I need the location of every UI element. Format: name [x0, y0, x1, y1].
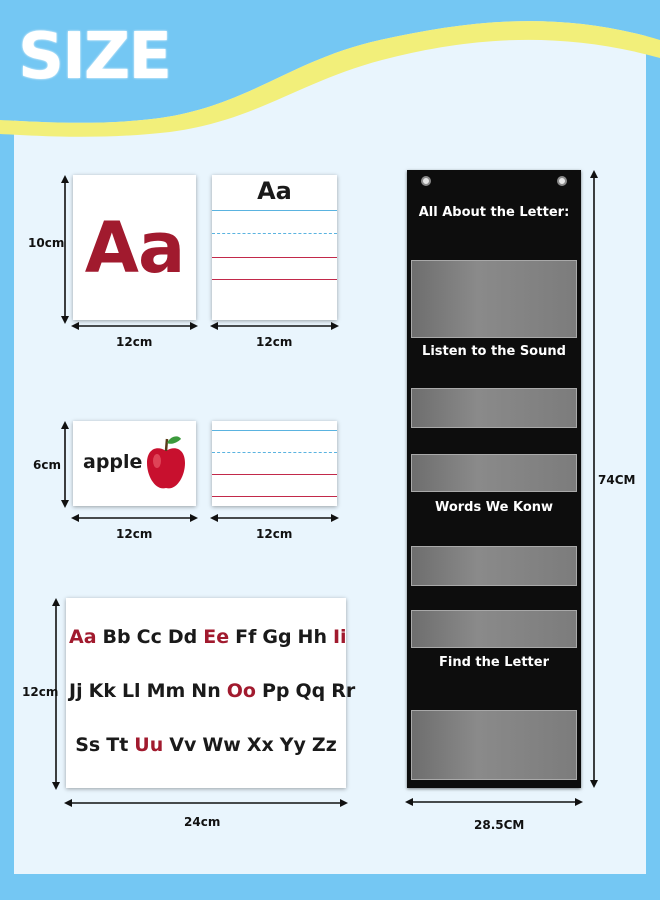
- letter-pair: Rr: [331, 680, 356, 702]
- letter-pair: Pp: [261, 680, 290, 702]
- chart-label-find: Find the Letter: [439, 655, 549, 670]
- letter-pair: Ee: [203, 626, 230, 648]
- letter-pair: Ll: [121, 680, 141, 702]
- letter-pair: Ff: [235, 626, 257, 648]
- chart-label-title: All About the Letter:: [418, 205, 570, 220]
- letter-pair: Ii: [332, 626, 347, 648]
- pocket-chart-width-label: 28.5CM: [474, 818, 525, 832]
- letter-pair: Ww: [202, 734, 241, 756]
- alphabet-card-height-label: 12cm: [22, 685, 59, 699]
- letter-pair: Vv: [169, 734, 197, 756]
- letter-card-text: Aa: [84, 206, 185, 289]
- pocket-chart-height-label: 74CM: [598, 473, 636, 487]
- letter-pair: Jj: [69, 680, 83, 702]
- chart-label-words: Words We Konw: [434, 500, 554, 515]
- alphabet-card-width-label: 24cm: [184, 815, 221, 829]
- letter-pair: Bb: [102, 626, 131, 648]
- letter-pair: Qq: [295, 680, 326, 702]
- word-card-height-label: 6cm: [33, 458, 61, 472]
- writing-strip-width-label: 12cm: [256, 527, 293, 541]
- writing-card-text: Aa: [257, 177, 292, 205]
- word-card-text: apple: [83, 451, 143, 473]
- letter-pair: Ss: [75, 734, 101, 756]
- word-card-width-label: 12cm: [116, 527, 153, 541]
- letter-pair: Hh: [297, 626, 327, 648]
- letter-pair: Mm: [146, 680, 186, 702]
- letter-pair: Kk: [88, 680, 116, 702]
- writing-card-width-label: 12cm: [256, 335, 293, 349]
- letter-pair: Yy: [279, 734, 306, 756]
- letter-pair: Aa: [69, 626, 97, 648]
- letter-card-width-label: 12cm: [116, 335, 153, 349]
- letter-card-height-label: 10cm: [28, 236, 65, 250]
- letter-pair: Xx: [246, 734, 274, 756]
- letter-pair: Tt: [106, 734, 129, 756]
- letter-pair: Uu: [134, 734, 164, 756]
- letter-pair: Nn: [191, 680, 221, 702]
- chart-label-sound: Listen to the Sound: [422, 344, 566, 359]
- page-title: SIZE: [18, 20, 171, 94]
- letter-pair: Cc: [136, 626, 162, 648]
- letter-pair: Dd: [167, 626, 198, 648]
- letter-pair: Zz: [311, 734, 337, 756]
- letter-pair: Oo: [226, 680, 256, 702]
- letter-pair: Gg: [262, 626, 292, 648]
